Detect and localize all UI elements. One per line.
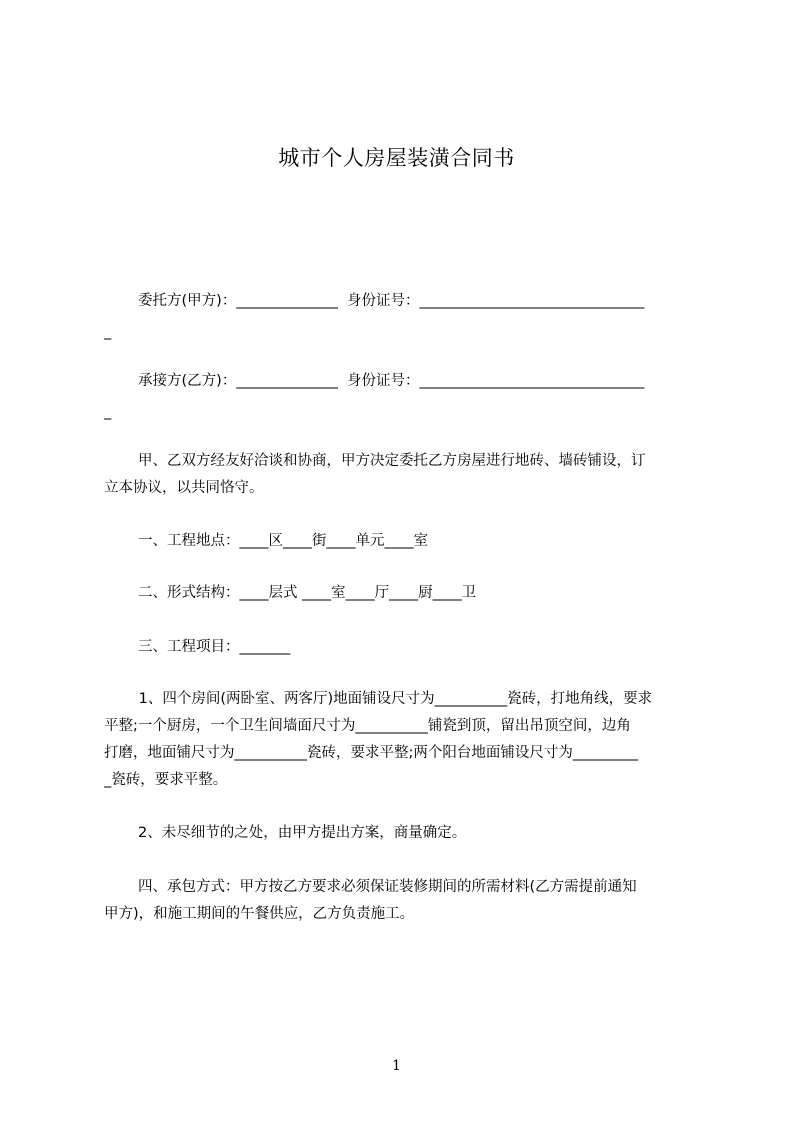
section-1-location: 一、工程地点：____区____街____单元____室 <box>138 533 428 549</box>
item-1-line-1: 1、四个房间(两卧室、两客厅)地面铺设尺寸为__________瓷砖，打地角线，要求 <box>134 691 653 707</box>
party-a-line: 委托方(甲方)：______________ 身份证号：_______________________________ <box>138 293 645 309</box>
intro-paragraph <box>104 448 710 502</box>
page-number: 1 <box>392 1058 401 1074</box>
party-b-wrap: _ <box>104 404 112 420</box>
item-2-note: 2、未尽细节的之处，由甲方提出方案，商量确定。 <box>138 825 467 841</box>
section-2-structure: 二、形式结构：____层式 ____室____厅____厨____卫 <box>138 585 477 601</box>
party-a-wrap: _ <box>104 324 112 340</box>
intro-line-1: 甲、乙双方经友好洽谈和协商，甲方决定委托乙方房屋进行地砖、墙砖铺设，订 <box>138 453 646 469</box>
item-1-paragraph <box>104 686 710 794</box>
item-1-line-2: 平整;一个厨房，一个卫生间墙面尺寸为__________铺瓷到顶，留出吊顶空间，边角 <box>104 718 631 734</box>
intro-line-2: 立本协议，以共同恪守。 <box>104 480 264 496</box>
item-1-line-3: 打磨，地面铺尺寸为__________瓷砖，要求平整;两个阳台地面铺设尺寸为_________ <box>104 745 639 761</box>
section-4-paragraph <box>104 874 710 928</box>
section-3-project: 三、工程项目：_______ <box>138 639 291 655</box>
item-1-line-4: _瓷砖，要求平整。 <box>104 772 228 788</box>
section-4-line-2: 甲方)，和施工期间的午餐供应，乙方负责施工。 <box>104 906 415 922</box>
section-4-line-1: 四、承包方式：甲方按乙方要求必须保证装修期间的所需材料(乙方需提前通知 <box>138 879 637 895</box>
party-b-line: 承接方(乙方)：______________ 身份证号：_______________________________ <box>138 373 645 389</box>
document-title: 城市个人房屋装潢合同书 <box>278 146 515 170</box>
